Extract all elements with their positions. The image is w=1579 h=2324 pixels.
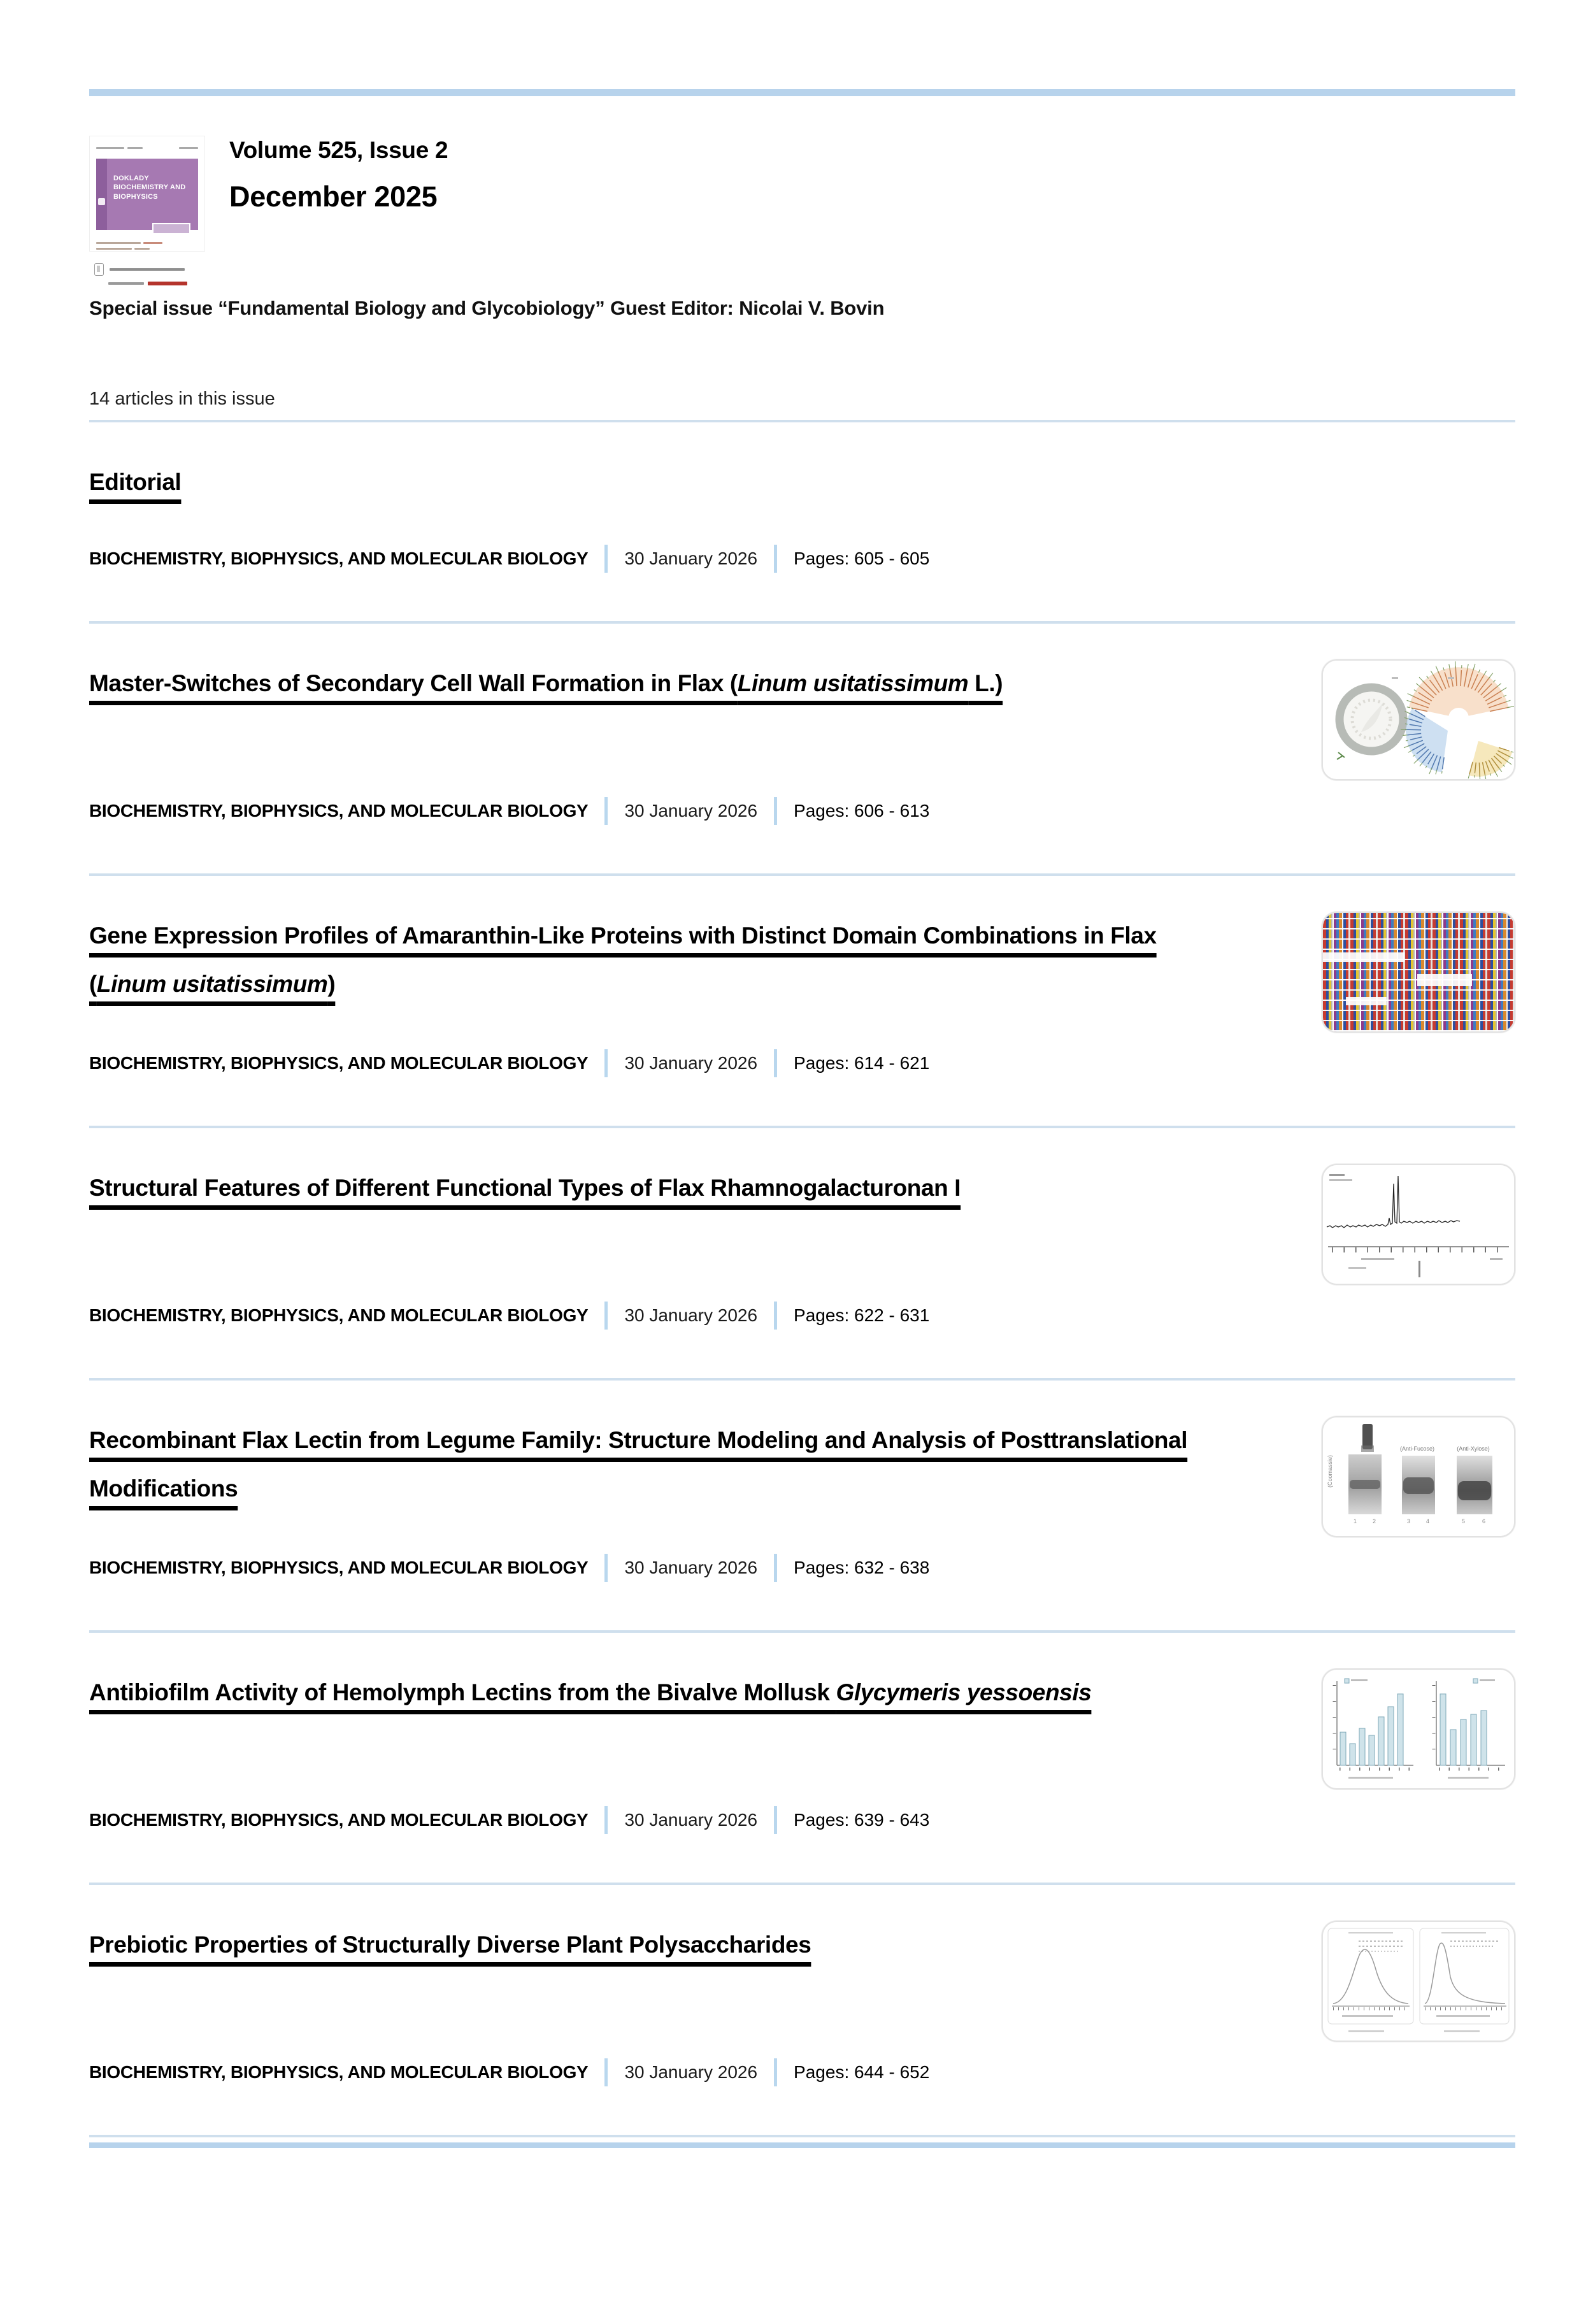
article-date: 30 January 2026 [624, 801, 757, 821]
meta-separator [604, 545, 608, 573]
meta-separator [774, 1554, 777, 1582]
article-meta [89, 1806, 1515, 1834]
cover-footer-text [96, 240, 198, 252]
article-pages: Pages: 606 - 613 [794, 801, 929, 821]
publisher-logos [89, 263, 205, 285]
article-title-link[interactable]: Antibiofilm Activity of Hemolymph Lectins from the Bivalve Mollusk Glycymeris yessoensis [89, 1679, 1091, 1705]
article-item [89, 1630, 1515, 1883]
svg-text:4: 4 [1426, 1518, 1429, 1524]
article-title-link[interactable]: Structural Features of Different Functional Types of Flax Rhamnogalacturonan I [89, 1175, 961, 1201]
bar-chart-figure [1323, 1670, 1514, 1788]
bottom-accent-bar [89, 2142, 1515, 2148]
issue-title: Volume 525, Issue 2 [229, 137, 448, 164]
svg-text:(Coomassie): (Coomassie) [1327, 1455, 1333, 1488]
academy-emblem-icon [94, 263, 104, 276]
article-category: BIOCHEMISTRY, BIOPHYSICS, AND MOLECULAR BIOLOGY [89, 1305, 588, 1326]
meta-separator [604, 1554, 608, 1582]
article-category: BIOCHEMISTRY, BIOPHYSICS, AND MOLECULAR BIOLOGY [89, 1810, 588, 1830]
meta-separator [774, 545, 777, 573]
cover-spine [96, 159, 107, 230]
article-thumbnail[interactable] [1322, 912, 1515, 1033]
article-title-link[interactable]: Editorial [89, 469, 181, 495]
article-date: 30 January 2026 [624, 2062, 757, 2083]
article-meta [89, 1554, 1515, 1582]
cover-top-text [96, 142, 198, 154]
article-pages: Pages: 644 - 652 [794, 2062, 929, 2083]
nmr-spectrum-figure [1323, 1165, 1514, 1284]
article-category: BIOCHEMISTRY, BIOPHYSICS, AND MOLECULAR BIOLOGY [89, 549, 588, 569]
meta-separator [604, 797, 608, 825]
article-date: 30 January 2026 [624, 1558, 757, 1578]
svg-text:3: 3 [1407, 1518, 1410, 1524]
springer-logo [148, 282, 187, 285]
svg-text:5: 5 [1462, 1518, 1465, 1524]
cover-tab [152, 223, 190, 234]
article-thumbnail[interactable] [1322, 659, 1515, 780]
article-thumbnail[interactable] [1322, 1921, 1515, 2042]
article-meta [89, 1302, 1515, 1330]
journal-cover [89, 136, 205, 285]
article-title-link[interactable]: Prebiotic Properties of Structurally Diverse Plant Polysaccharides [89, 1932, 811, 1958]
article-category: BIOCHEMISTRY, BIOPHYSICS, AND MOLECULAR BIOLOGY [89, 801, 588, 821]
article-pages: Pages: 614 - 621 [794, 1053, 929, 1073]
article-thumbnail[interactable] [1322, 1164, 1515, 1285]
article-meta [89, 797, 1515, 825]
meta-separator [774, 2058, 777, 2086]
issue-date: December 2025 [229, 180, 448, 213]
svg-text:(Anti-Fucose): (Anti-Fucose) [1400, 1445, 1434, 1452]
cover-art [96, 159, 198, 230]
phylogenetic-tree-figure [1323, 661, 1514, 779]
article-item [89, 1883, 1515, 2135]
article-meta [89, 545, 1515, 573]
top-accent-bar [89, 89, 1515, 96]
sequence-alignment-figure [1323, 913, 1514, 1031]
article-meta [89, 1049, 1515, 1077]
article-thumbnail[interactable] [1322, 1668, 1515, 1790]
article-item [89, 1126, 1515, 1378]
issue-header [89, 136, 1515, 285]
article-title-link[interactable]: Master-Switches of Secondary Cell Wall Formation in Flax (Linum usitatissimum L.) [89, 670, 1003, 696]
chromatogram-figure [1323, 1922, 1514, 2041]
article-title-link[interactable]: Gene Expression Profiles of Amaranthin-Like Proteins with Distinct Domain Combinations in Flax (Linum usitatissimum) [89, 922, 1157, 997]
meta-separator [604, 2058, 608, 2086]
article-date: 30 January 2026 [624, 1810, 757, 1830]
journal-title: DOKLADY BIOCHEMISTRY AND BIOPHYSICS [113, 174, 193, 201]
article-pages: Pages: 605 - 605 [794, 549, 929, 569]
article-item [89, 1378, 1515, 1630]
meta-separator [774, 797, 777, 825]
journal-cover-image [89, 136, 205, 252]
svg-text:2: 2 [1373, 1518, 1376, 1524]
article-pages: Pages: 639 - 643 [794, 1810, 929, 1830]
article-list [89, 420, 1515, 2135]
svg-text:6: 6 [1482, 1518, 1485, 1524]
article-pages: Pages: 622 - 631 [794, 1305, 929, 1326]
special-issue-note: Special issue “Fundamental Biology and Glycobiology” Guest Editor: Nicolai V. Bovin [89, 297, 1515, 320]
article-thumbnail[interactable] [1322, 1416, 1515, 1537]
article-count: 14 articles in this issue [89, 389, 1515, 410]
meta-separator [604, 1806, 608, 1834]
article-date: 30 January 2026 [624, 1053, 757, 1073]
issue-page [0, 89, 1579, 2148]
meta-separator [774, 1049, 777, 1077]
svg-text:1: 1 [1354, 1518, 1357, 1524]
article-item [89, 621, 1515, 873]
article-category: BIOCHEMISTRY, BIOPHYSICS, AND MOLECULAR BIOLOGY [89, 1053, 588, 1073]
article-item [89, 873, 1515, 1126]
article-category: BIOCHEMISTRY, BIOPHYSICS, AND MOLECULAR BIOLOGY [89, 2062, 588, 2083]
meta-separator [604, 1049, 608, 1077]
article-meta [89, 2058, 1515, 2086]
article-date: 30 January 2026 [624, 1305, 757, 1326]
meta-separator [774, 1302, 777, 1330]
article-date: 30 January 2026 [624, 549, 757, 569]
svg-text:(Anti-Xylose): (Anti-Xylose) [1457, 1445, 1490, 1452]
article-item [89, 420, 1515, 621]
article-pages: Pages: 632 - 638 [794, 1558, 929, 1578]
article-title-link[interactable]: Recombinant Flax Lectin from Legume Family: Structure Modeling and Analysis of Posttranslational Modifications [89, 1427, 1187, 1502]
list-end-divider [89, 2135, 1515, 2137]
issue-meta [229, 136, 448, 285]
article-category: BIOCHEMISTRY, BIOPHYSICS, AND MOLECULAR BIOLOGY [89, 1558, 588, 1578]
meta-separator [774, 1806, 777, 1834]
meta-separator [604, 1302, 608, 1330]
western-blot-figure [1323, 1417, 1514, 1536]
